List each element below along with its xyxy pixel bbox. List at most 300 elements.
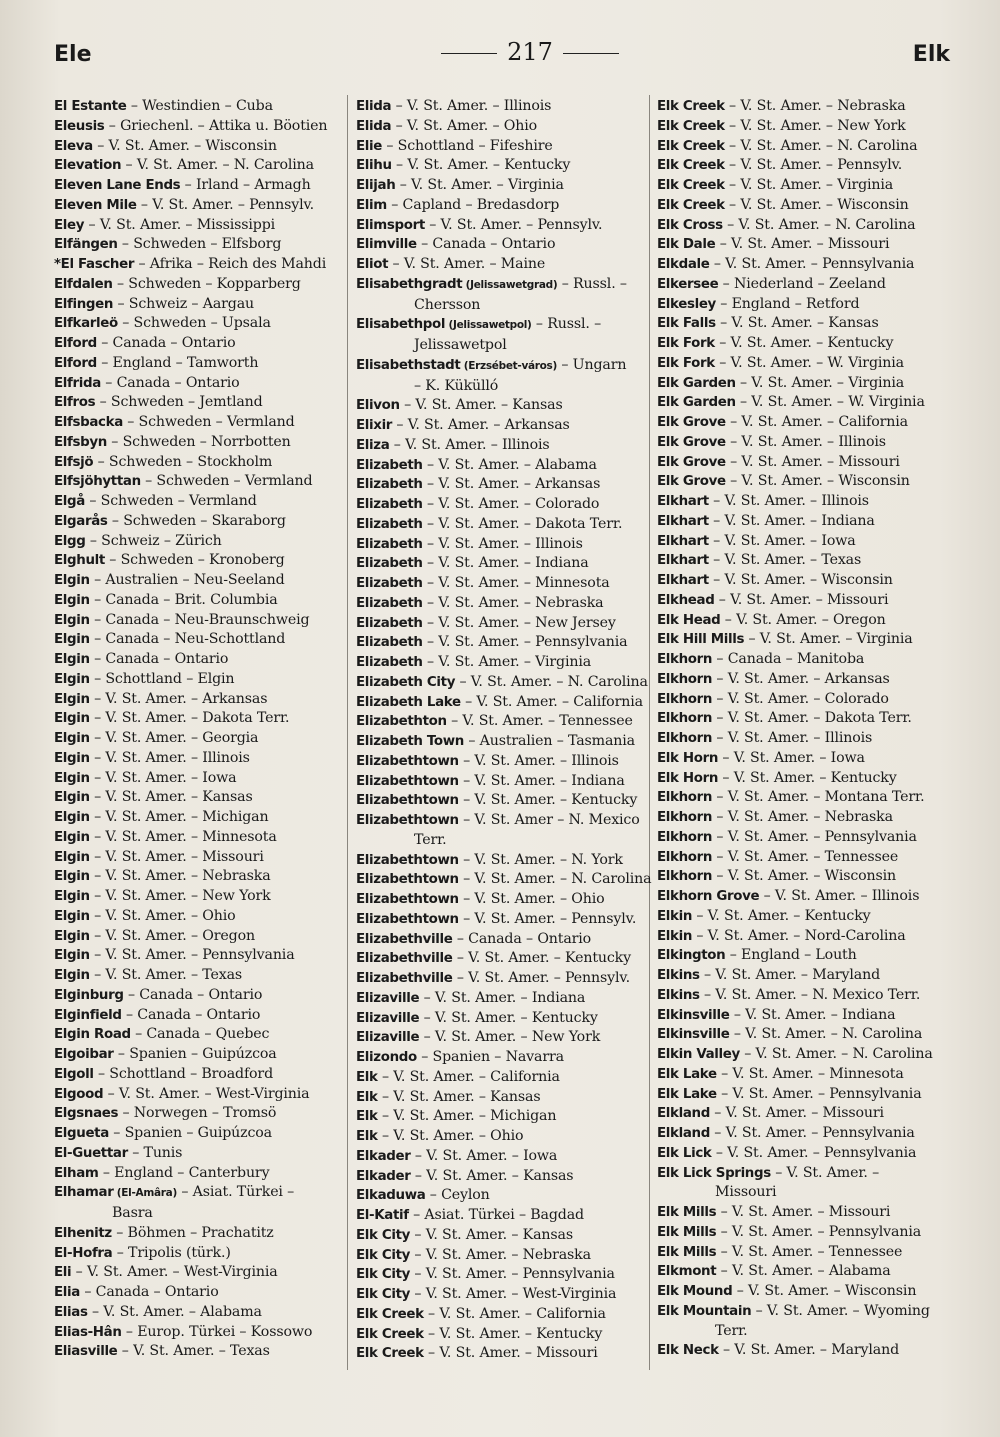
gazetteer-entry — [54, 117, 327, 137]
entry-location: – V. St. Amer. – California — [423, 1305, 606, 1322]
entry-place-name: Elgin — [54, 928, 90, 944]
entry-place-name: Elk Mound — [657, 1284, 733, 1299]
entry-location: – V. St. Amer. – Minnesota — [716, 1065, 904, 1082]
entry-place-name: Elfrida — [54, 375, 101, 391]
gazetteer-entry — [54, 1263, 327, 1283]
entry-place-name: Elford — [54, 355, 97, 371]
gazetteer-entry — [54, 314, 327, 334]
gazetteer-entry — [356, 1127, 651, 1147]
entry-place-name: Elizabeth — [356, 595, 423, 611]
entry-place-name: Elfsjöhyttan — [54, 474, 141, 490]
entry-alt-name: (Erzsébet-város) — [460, 359, 558, 372]
gazetteer-entry — [54, 216, 327, 236]
gazetteer-entry — [356, 574, 651, 594]
gazetteer-entry — [657, 532, 933, 552]
entry-location: – V. St. Amer. – Kentucky — [692, 907, 871, 924]
entry-place-name: Elkhorn — [657, 849, 713, 865]
gazetteer-entry — [54, 275, 327, 295]
gazetteer-entry — [356, 176, 651, 196]
entry-place-name: Elfdalen — [54, 276, 113, 292]
entry-place-name: Elgin — [54, 849, 90, 865]
entry-place-name: Elida — [356, 99, 392, 114]
entry-location: – V. St. Amer. – Kansas — [715, 315, 879, 332]
gazetteer-entry — [657, 1243, 933, 1263]
entry-place-name: Eley — [54, 217, 85, 233]
gazetteer-entry — [657, 275, 933, 295]
gazetteer-entry — [657, 235, 933, 255]
gazetteer-entry — [657, 156, 933, 176]
gazetteer-entry — [54, 374, 327, 394]
entry-location: – V. St. Amer. – Ohio — [377, 1128, 524, 1144]
entry-location: – V. St. Amer. – Tennessee — [446, 713, 633, 730]
entry-location: – Griechenl. – Attika u. Böotien — [104, 117, 328, 134]
entry-location: – V. St. Amer. – Illinois — [712, 730, 873, 746]
entry-place-name: Elkhart — [657, 573, 709, 588]
entry-location: – V. St. Amer. – Kentucky — [423, 1325, 603, 1342]
entry-location: – V. St. Amer. – Virginia — [422, 654, 592, 670]
entry-place-name: Elizabeth Town — [356, 734, 464, 749]
entry-place-name: Elizabethtown — [356, 892, 459, 907]
gazetteer-entry — [356, 1028, 651, 1048]
entry-place-name: *El Fascher — [54, 257, 135, 272]
entry-place-name: Elk Horn — [657, 750, 719, 766]
entry-place-name: Elgin — [54, 750, 90, 766]
entry-location: – Asiat. Türkei – Bagdad — [408, 1207, 584, 1223]
entry-place-name: Elk Neck — [657, 1343, 719, 1359]
gazetteer-entry — [657, 769, 933, 789]
entry-location: – V. St. Amer. – Pennsylvania — [89, 947, 295, 964]
gazetteer-entry — [657, 946, 933, 966]
entry-location: – V. St. Amer. – Tennessee — [712, 848, 899, 865]
gazetteer-entry — [54, 867, 327, 887]
gazetteer-entry — [356, 791, 651, 811]
entry-location: – V. St. Amer. – Illinois — [422, 535, 583, 552]
gazetteer-entry — [657, 1223, 933, 1243]
entry-place-name: Elizabeth Lake — [356, 694, 461, 710]
entry-location: – Russl. – — [531, 316, 602, 333]
entry-location: – V. St. Amer. – N. Carolina — [722, 216, 916, 233]
entry-place-name: Elk Creek — [657, 118, 725, 134]
entry-location: – V. St. Amer. – California — [460, 693, 643, 710]
entry-place-name: Elgin — [54, 592, 90, 608]
entry-place-name: Elizabethtown — [356, 852, 459, 868]
entry-place-name: Elkland — [657, 1106, 710, 1122]
entry-place-name: Elkhorn — [657, 691, 713, 707]
entry-location: – Russl. – — [557, 275, 627, 292]
gazetteer-entry — [356, 1305, 651, 1325]
entry-continuation — [54, 1204, 327, 1224]
entry-place-name: Elginfield — [54, 1007, 122, 1023]
entry-place-name: Elkinsville — [657, 1027, 730, 1043]
entry-location: – V. St. Amer. – W. Virginia — [735, 394, 925, 411]
entry-place-name: Elgin — [54, 770, 90, 786]
entry-place-name: Elgin — [54, 948, 90, 964]
entry-place-name: Elgg — [54, 533, 86, 549]
entry-place-name: Eli — [54, 1265, 72, 1281]
entry-place-name: Elizabethtown — [356, 911, 459, 927]
entry-location: – Asiat. Türkei – — [176, 1184, 295, 1201]
entry-place-name: Elizondo — [356, 1050, 417, 1065]
entry-place-name: Elk Lick — [657, 1145, 712, 1161]
entry-location: – V. St. Amer. – Illinois — [725, 433, 886, 450]
entry-place-name: El-Katif — [356, 1208, 409, 1223]
gazetteer-entry — [657, 295, 933, 315]
entry-place-name: Elkin Valley — [657, 1047, 740, 1062]
entry-continuation — [356, 377, 651, 397]
entry-location: – Ceylon — [425, 1187, 490, 1204]
gazetteer-entry — [54, 887, 327, 907]
entry-location: – V. St. Amer. – Dakota Terr. — [89, 710, 290, 727]
entry-place-name: Elk — [356, 1089, 378, 1105]
gazetteer-entry — [356, 475, 651, 495]
gazetteer-entry — [54, 848, 327, 868]
entry-place-name: Elias-Hân — [54, 1324, 122, 1340]
entry-location: – V. St. Amer. – Pennsylv. — [136, 196, 315, 213]
entry-place-name: Elkhorn — [657, 810, 713, 825]
gazetteer-entry — [54, 1183, 327, 1204]
entry-place-name: Elk Creek — [356, 1346, 424, 1362]
entry-location: – V. St. Amer. – Virginia — [724, 177, 894, 193]
gazetteer-entry — [356, 275, 651, 296]
entry-location: – V. St. Amer. – Arkansas — [712, 670, 890, 687]
entry-place-name: Elias — [54, 1304, 88, 1320]
gazetteer-entry — [657, 788, 933, 808]
entry-location: – V. St. Amer. – Maryland — [699, 967, 881, 983]
gazetteer-entry — [54, 927, 327, 947]
entry-location: – V. St. Amer. – Michigan — [377, 1108, 557, 1125]
entry-place-name: Elford — [54, 336, 97, 351]
entry-location: – V. St. Amer. – — [770, 1164, 880, 1181]
column-1 — [54, 97, 327, 1362]
gazetteer-entry — [54, 295, 327, 315]
entry-place-name: Elkmont — [657, 1264, 717, 1280]
entry-place-name: Elkhorn — [657, 652, 713, 667]
entry-location: – V. St. Amer. – Nebraska — [422, 594, 604, 611]
entry-location: – Tunis — [127, 1144, 183, 1161]
entry-location: – V. St. Amer. – W. Virginia — [714, 354, 904, 371]
entry-location: – V. St. Amer. – Pennsylvania — [709, 1125, 915, 1141]
entry-place-name: Elgin — [54, 612, 90, 628]
entry-place-name: Elkhart — [657, 494, 709, 509]
entry-location: – Schweiz – Zürich — [85, 532, 222, 549]
column-2 — [356, 97, 651, 1364]
gazetteer-entry — [54, 393, 327, 413]
entry-location: – V. St. Amer. – N. Carolina — [724, 137, 918, 154]
entry-location: – V. St. Amer. – West-Virginia — [71, 1264, 278, 1281]
gazetteer-entry — [657, 453, 933, 473]
entry-location: – V. St. Amer. – Nebraska — [712, 809, 893, 825]
entry-location: – Canada – Ontario — [89, 651, 229, 667]
gazetteer-entry — [356, 1186, 651, 1206]
gazetteer-entry — [356, 495, 651, 515]
entry-place-name: Elfkarleö — [54, 316, 118, 332]
rule-left — [441, 53, 497, 54]
gazetteer-entry — [657, 433, 933, 453]
entry-location: – V. St. Amer. – Wisconsin — [724, 196, 909, 213]
entry-location: – Schweden – Kopparberg — [112, 275, 301, 292]
header-right-keyword: Elk — [912, 42, 950, 67]
entry-location: – V. St. Amer. – Tennessee — [716, 1243, 903, 1260]
entry-place-name: Elk Falls — [657, 316, 716, 332]
entry-place-name: Elkersee — [657, 276, 719, 292]
entry-continuation-text: Terr. — [414, 831, 447, 848]
entry-place-name: Elgå — [54, 494, 85, 509]
entry-place-name: Elgin — [54, 671, 90, 687]
gazetteer-entry — [356, 515, 651, 535]
gazetteer-entry — [657, 808, 933, 828]
entry-place-name: Elk Fork — [657, 355, 715, 371]
entry-location: – V. St. Amer. – Mississippi — [84, 216, 276, 233]
entry-location: – V. St. Amer. – Pennsylv. — [452, 970, 630, 986]
entry-place-name: Elgoll — [54, 1066, 94, 1082]
entry-place-name: Elk Horn — [657, 770, 719, 786]
entry-place-name: Elkhart — [657, 553, 709, 569]
gazetteer-entry — [657, 492, 933, 512]
entry-location: – V. St. Amer. – N. Carolina — [121, 157, 314, 174]
entry-location: – V. St. Amer. – New Jersey — [422, 614, 616, 631]
gazetteer-entry — [657, 887, 933, 907]
entry-place-name: Elk Garden — [657, 375, 736, 391]
entry-location: – V. St. Amer. – Iowa — [89, 769, 237, 786]
gazetteer-entry — [54, 334, 327, 354]
gazetteer-entry — [657, 196, 933, 216]
entry-place-name: Elizabeth — [356, 556, 423, 572]
entry-location: – V. St. Amer. – Missouri — [709, 1105, 884, 1122]
gazetteer-entry — [657, 571, 933, 591]
entry-place-name: Elghult — [54, 553, 105, 569]
column-3 — [657, 97, 933, 1361]
entry-place-name: Elimville — [356, 237, 417, 253]
gazetteer-entry — [356, 356, 651, 377]
entry-place-name: Elihu — [356, 158, 392, 174]
gazetteer-entry — [54, 808, 327, 828]
entry-place-name: Elk Creek — [657, 158, 725, 174]
gazetteer-entry — [356, 732, 651, 752]
gazetteer-entry — [54, 1342, 327, 1362]
running-head — [50, 38, 950, 78]
entry-place-name: Elgin Road — [54, 1027, 131, 1043]
entry-location: – V. St. Amer. – Pennsylvania — [709, 256, 915, 272]
entry-place-name: Elkhart — [657, 533, 709, 549]
entry-place-name: Elkader — [356, 1168, 411, 1184]
entry-location: – V. St. Amer. – Nebraska — [724, 98, 906, 114]
entry-place-name: Elk Lake — [657, 1086, 717, 1102]
entry-place-name: Elk Creek — [657, 138, 725, 154]
entry-place-name: Elkinsville — [657, 1007, 730, 1023]
entry-place-name: Elizabeth City — [356, 674, 456, 690]
entry-location: – Ungarn — [557, 356, 627, 373]
rule-right — [563, 53, 619, 54]
entry-location: – Schweden – Upsala — [117, 315, 271, 332]
entry-place-name: Elizabeth — [356, 576, 423, 591]
entry-location: – Capland – Bredasdorp — [386, 196, 560, 213]
gazetteer-entry — [657, 729, 933, 749]
gazetteer-entry — [356, 1088, 651, 1108]
entry-place-name: Elizaville — [356, 990, 420, 1006]
entry-location: – V. St. Amer. – Kentucky — [714, 335, 894, 351]
entry-place-name: Elfängen — [54, 237, 118, 253]
entry-place-name: Elk Grove — [657, 434, 726, 450]
entry-location: – V. St. Amer. – Minnesota — [89, 828, 277, 845]
entry-place-name: Elginburg — [54, 987, 124, 1003]
entry-location: – V. St. Amer. – Pennsylvania — [422, 634, 628, 651]
entry-continuation-text: – K. Kükülló — [414, 377, 499, 394]
gazetteer-entry — [356, 117, 651, 137]
entry-place-name: Elgsnaes — [54, 1106, 119, 1122]
gazetteer-entry — [356, 416, 651, 436]
entry-location: – V. St. Amer. – Indiana — [729, 1006, 896, 1023]
gazetteer-entry — [54, 453, 327, 473]
entry-place-name: El-Guettar — [54, 1145, 128, 1161]
entry-place-name: Eliza — [356, 437, 390, 453]
entry-place-name: Elizabethtown — [356, 872, 459, 888]
entry-location: – V. St. Amer. – Colorado — [712, 690, 889, 707]
entry-location: – Canada – Brit. Columbia — [89, 591, 278, 608]
entry-place-name: Elizabethtown — [356, 793, 459, 809]
entry-location: – Schweiz – Aargau — [113, 295, 254, 312]
entry-location: – V. St. Amer. – N. York — [458, 851, 623, 868]
entry-location: – V. St. Amer. – Kentucky — [419, 1009, 598, 1026]
entry-place-name: Elgin — [54, 652, 90, 667]
gazetteer-entry — [657, 630, 933, 650]
entry-alt-name: (Jelissawetgrad) — [462, 278, 558, 291]
entry-place-name: Elgin — [54, 968, 90, 983]
entry-place-name: Elizabeth — [356, 477, 423, 493]
entry-place-name: Elgin — [54, 829, 90, 845]
gazetteer-entry — [657, 927, 933, 947]
gazetteer-entry — [356, 1107, 651, 1127]
gazetteer-entry — [54, 235, 327, 255]
entry-location: – V. St. Amer. – Pennsylv. — [458, 910, 637, 927]
entry-place-name: Elkins — [657, 987, 700, 1003]
entry-location: – Schweden – Elfsborg — [117, 236, 282, 253]
entry-location: – V. St. Amer. – N. Carolina — [729, 1026, 923, 1043]
entry-place-name: Elk Grove — [657, 454, 726, 470]
entry-location: – England – Canterbury — [98, 1164, 270, 1181]
gazetteer-entry — [657, 255, 933, 275]
entry-place-name: Elk Mills — [657, 1244, 717, 1260]
entry-place-name: Elkaduwa — [356, 1188, 426, 1204]
gazetteer-entry — [54, 1303, 327, 1323]
entry-place-name: Elfsbacka — [54, 415, 123, 430]
entry-place-name: Elizabethville — [356, 951, 453, 967]
entry-location: – Canada – Neu-Braunschweig — [89, 611, 310, 628]
entry-location: – V. St. Amer. – Nord-Carolina — [692, 927, 906, 944]
gazetteer-entry — [356, 1226, 651, 1246]
gazetteer-entry — [356, 436, 651, 456]
gazetteer-entry — [54, 1244, 327, 1264]
gazetteer-entry — [356, 554, 651, 574]
entry-location: – Canada – Manitoba — [712, 651, 865, 667]
gazetteer-entry — [657, 413, 933, 433]
entry-place-name: Elk City — [356, 1267, 411, 1283]
gazetteer-entry — [54, 1025, 327, 1045]
gazetteer-entry — [54, 611, 327, 631]
gazetteer-entry — [356, 1344, 651, 1364]
gazetteer-entry — [54, 650, 327, 670]
entry-place-name: Elgin — [54, 908, 90, 924]
entry-location: – V. St. Amer. – Missouri — [89, 848, 264, 865]
gazetteer-entry — [54, 1224, 327, 1244]
entry-location: – V. St. Amer. – Kentucky — [458, 792, 638, 809]
gazetteer-entry — [657, 848, 933, 868]
gazetteer-entry — [657, 611, 933, 631]
entry-location: – V. St. Amer. – California — [377, 1068, 560, 1085]
entry-location: – V. St. Amer. – Oregon — [720, 611, 886, 628]
entry-place-name: Elgin — [54, 889, 90, 904]
gazetteer-entry — [54, 788, 327, 808]
entry-location: – V. St. Amer. – Arkansas — [392, 417, 570, 433]
gazetteer-entry — [356, 456, 651, 476]
entry-place-name: Elia — [54, 1285, 80, 1300]
gazetteer-entry — [54, 591, 327, 611]
entry-location: – V. St. Amer. – Illinois — [759, 888, 920, 904]
gazetteer-entry — [356, 396, 651, 416]
gazetteer-entry — [657, 749, 933, 769]
entry-location: – V. St. Amer. – Wyoming — [751, 1302, 930, 1319]
entry-continuation — [356, 296, 651, 316]
entry-location: – Spanien – Navarra — [416, 1049, 564, 1065]
entry-location: – Schweden – Norrbotten — [106, 433, 291, 450]
gazetteer-entry — [657, 1203, 933, 1223]
entry-place-name: El-Hofra — [54, 1245, 113, 1261]
entry-place-name: Elk — [356, 1069, 378, 1085]
entry-location: – V. St. Amer. – Pennsylv. — [724, 157, 903, 174]
entry-place-name: Elgin — [54, 691, 90, 707]
entry-location: – V. St. Amer. – N. Carolina — [739, 1046, 933, 1062]
gazetteer-entry — [657, 354, 933, 374]
entry-location: – V. St. Amer. – Texas — [117, 1343, 270, 1360]
entry-location: – V. St. Amer – N. Mexico — [458, 812, 640, 828]
entry-location: – V. St. Amer. – Wisconsin — [712, 868, 897, 885]
page-number — [420, 38, 640, 66]
gazetteer-entry — [356, 1206, 651, 1226]
gazetteer-entry — [356, 255, 651, 275]
entry-location: – Canada – Quebec — [130, 1026, 270, 1043]
gazetteer-entry — [54, 1144, 327, 1164]
gazetteer-entry — [657, 1341, 933, 1361]
entry-place-name: Elgoibar — [54, 1047, 114, 1062]
entry-place-name: Elizabeth — [356, 497, 423, 512]
entry-location: – V. St. Amer. – Iowa — [410, 1147, 558, 1164]
entry-place-name: Elgin — [54, 731, 90, 746]
gazetteer-entry — [356, 949, 651, 969]
gazetteer-entry — [356, 1068, 651, 1088]
gazetteer-entry — [54, 176, 327, 196]
entry-place-name: Elida — [356, 118, 392, 134]
entry-location: – Schottland – Broadford — [93, 1065, 273, 1082]
entry-place-name: Elk Cross — [657, 217, 723, 233]
entry-place-name: Elham — [54, 1165, 99, 1181]
entry-place-name: Elivon — [356, 398, 400, 414]
entry-place-name: Elkhorn — [657, 869, 713, 885]
entry-location: – V. St. Amer. – Alabama — [716, 1263, 891, 1280]
entry-place-name: Elk City — [356, 1287, 411, 1302]
entry-place-name: Elizaville — [356, 1010, 420, 1026]
entry-location: – Spanien – Guipúzcoa — [113, 1046, 277, 1062]
gazetteer-entry — [356, 673, 651, 693]
gazetteer-entry — [54, 354, 327, 374]
gazetteer-entry — [356, 1147, 651, 1167]
entry-place-name: Elixir — [356, 418, 393, 433]
gazetteer-entry — [657, 176, 933, 196]
gazetteer-entry — [356, 216, 651, 236]
entry-place-name: Eleva — [54, 138, 93, 154]
entry-place-name: Elisabethgradt — [356, 276, 463, 292]
gazetteer-entry — [657, 1045, 933, 1065]
gazetteer-entry — [657, 1282, 933, 1302]
entry-place-name: Elk Mills — [657, 1224, 717, 1240]
